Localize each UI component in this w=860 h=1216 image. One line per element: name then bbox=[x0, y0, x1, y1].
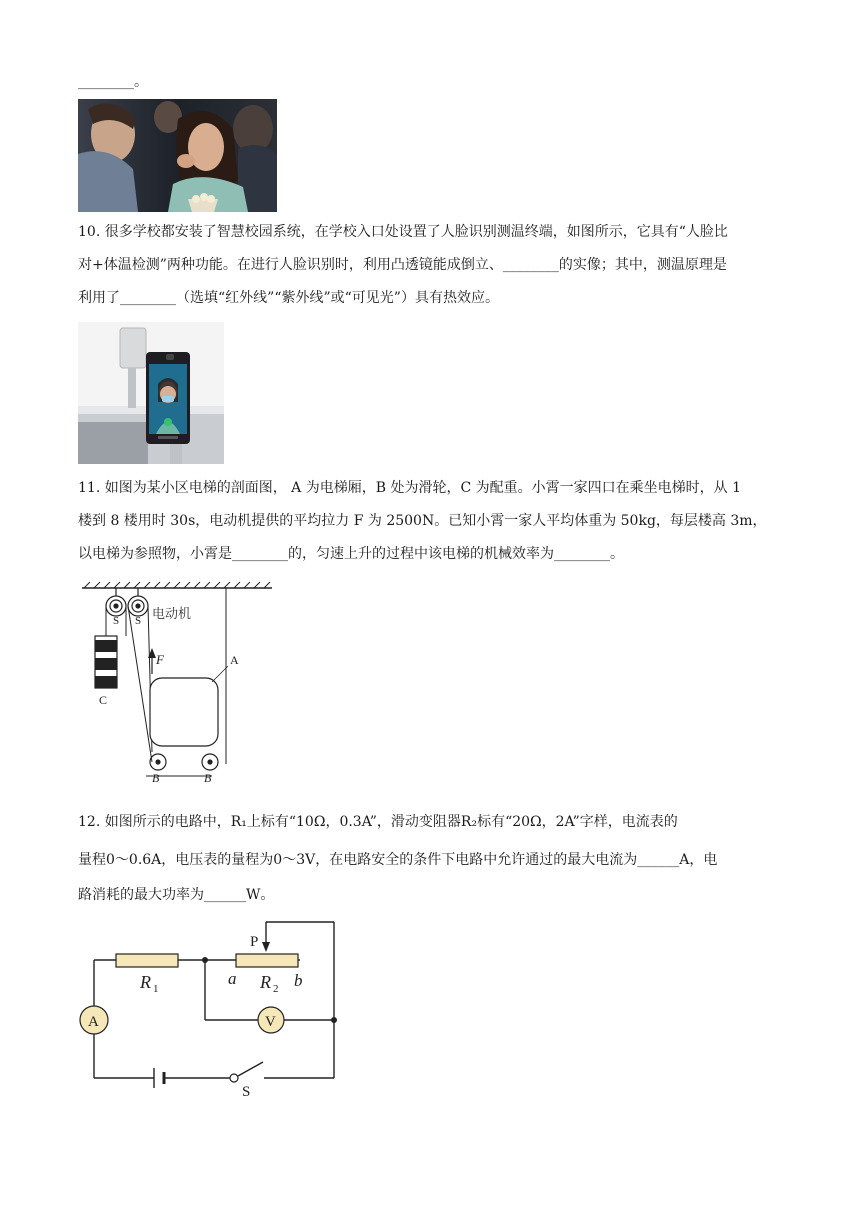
label-r1: R bbox=[140, 972, 151, 992]
label-f: F bbox=[156, 652, 164, 667]
answer-blank: ________ bbox=[78, 74, 134, 90]
cinema-photo bbox=[78, 99, 277, 212]
q12-line-1: 12. 如图所示的电路中，R₁上标有“10Ω，0.3A”，滑动变阻器R₂标有“20Ω，2A”字样，电流表的 bbox=[78, 814, 678, 830]
q12-line-2: 量程0～0.6A，电压表的量程为0～3V，在电路安全的条件下电路中允许通过的最大电流为______A，电 bbox=[78, 852, 718, 868]
elevator-car bbox=[150, 678, 218, 746]
q11-line-2: 楼到 8 楼用时 30s，电动机提供的平均拉力 F 为 2500N。已知小霄一家人平均体重为 50kg，每层楼高 3m， bbox=[78, 513, 767, 529]
previous-answer-line bbox=[78, 72, 148, 92]
label-b1: B bbox=[152, 771, 160, 785]
label-b-end: b bbox=[294, 971, 303, 990]
label-voltmeter: V bbox=[265, 1014, 276, 1030]
bottom-pulleys bbox=[150, 754, 218, 770]
q10-line-2: 对+体温检测”两种功能。在进行人脸识别时，利用凸透镜能成倒立、________的实像；其中，测温原理是 bbox=[78, 257, 727, 273]
q11-line-3: 以电梯为参照物，小霄是________的，匀速上升的过程中该电梯的机械效率为________。 bbox=[78, 546, 624, 562]
period: 。 bbox=[134, 74, 148, 90]
label-c: C bbox=[99, 693, 108, 707]
label-s1: S bbox=[113, 615, 120, 627]
label-s2: S bbox=[135, 615, 142, 627]
circuit-wires bbox=[94, 922, 334, 1078]
label-r1-sub: 1 bbox=[153, 983, 159, 995]
q10-line-1: 10. 很多学校都安装了智慧校园系统，在学校入口处设置了人脸识别测温终端，如图所示，它具有“人脸比 bbox=[78, 224, 728, 240]
counterweight-c bbox=[95, 636, 117, 688]
label-a: A bbox=[230, 653, 239, 667]
q10-line-3: 利用了________（选填“红外线”“紫外线”或“可见光”）具有热效应。 bbox=[78, 290, 499, 306]
motor-label: 电动机 bbox=[152, 606, 192, 621]
label-a-end: a bbox=[228, 969, 237, 988]
label-r2-sub: 2 bbox=[273, 983, 279, 995]
q12-line-3: 路消耗的最大功率为______W。 bbox=[78, 887, 275, 903]
elevator-diagram bbox=[80, 582, 280, 785]
q11-line-1: 11. 如图为某小区电梯的剖面图， A 为电梯厢，B 处为滑轮，C 为配重。小霄一家四口在乘坐电梯时，从 1 bbox=[78, 480, 741, 496]
label-p: P bbox=[250, 934, 259, 950]
label-b2: B bbox=[204, 771, 212, 785]
top-pulleys bbox=[106, 588, 148, 616]
ceiling-hatch bbox=[84, 582, 270, 588]
label-switch: S bbox=[242, 1084, 251, 1100]
switch bbox=[230, 1074, 238, 1082]
label-ammeter: A bbox=[88, 1014, 99, 1030]
circuit-diagram bbox=[78, 918, 348, 1098]
resistor-r1 bbox=[116, 954, 178, 967]
rheostat-r2 bbox=[236, 954, 298, 967]
label-r2: R bbox=[260, 972, 271, 992]
face-recognition-terminal-photo bbox=[78, 322, 224, 464]
